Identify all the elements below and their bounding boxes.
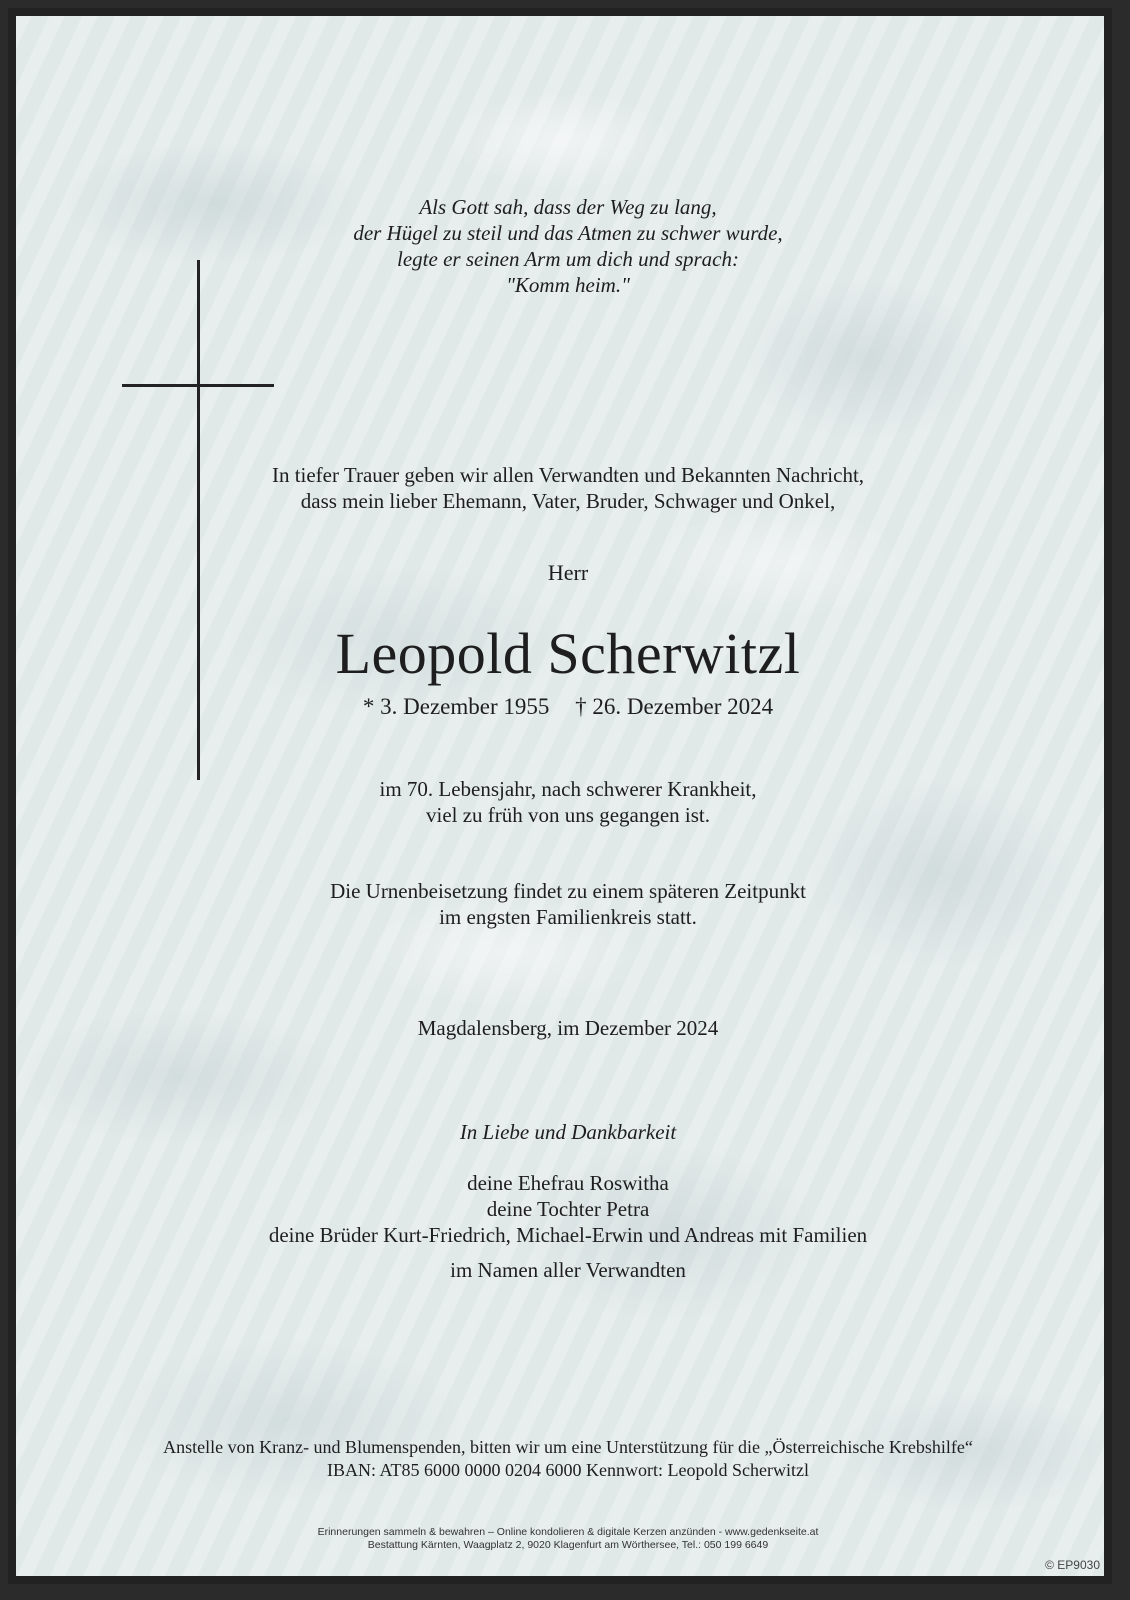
love-thanks: In Liebe und Dankbarkeit	[459, 1120, 677, 1144]
verse-line: "Komm heim."	[506, 273, 630, 297]
death-date: † 26. Dezember 2024	[575, 694, 774, 719]
urn-line: im engsten Familienkreis statt.	[439, 905, 697, 929]
place-date: Magdalensberg, im Dezember 2024	[417, 1016, 719, 1040]
intro-line: dass mein lieber Ehemann, Vater, Bruder, Schwager und Onkel,	[300, 489, 836, 513]
birth-date: * 3. Dezember 1955	[362, 694, 550, 719]
verse	[16, 194, 1120, 298]
family-member: deine Ehefrau Roswitha	[467, 1171, 669, 1195]
iban-line: IBAN: AT85 6000 0000 0204 6000 Kennwort: Leopold Scherwitzl	[327, 1460, 809, 1480]
verse-line: legte er seinen Arm um dich und sprach:	[397, 247, 739, 271]
family-member: deine Tochter Petra	[486, 1197, 650, 1221]
verse-line: der Hügel zu steil und das Atmen zu schwer wurde,	[353, 221, 783, 245]
urn-burial-text	[16, 878, 1120, 930]
footer	[16, 1526, 1120, 1552]
age-line: im 70. Lebensjahr, nach schwerer Krankheit,	[379, 777, 757, 801]
deceased-name: Leopold Scherwitzl	[335, 621, 801, 686]
cross-icon-horizontal	[122, 384, 274, 387]
salutation: Herr	[547, 560, 589, 585]
relatives-line: im Namen aller Verwandten	[450, 1258, 686, 1282]
verse-line: Als Gott sah, dass der Weg zu lang,	[419, 195, 717, 219]
obituary-card	[8, 8, 1112, 1584]
announcement-intro	[16, 462, 1120, 514]
life-dates	[16, 694, 1120, 720]
age-line: viel zu früh von uns gegangen ist.	[425, 803, 711, 827]
age-text	[16, 776, 1120, 828]
family-member: deine Brüder Kurt-Friedrich, Michael-Erwin und Andreas mit Familien	[268, 1223, 868, 1247]
donation-line: Anstelle von Kranz- und Blumenspenden, bitten wir um eine Unterstützung für die „Österreichische Krebshilfe“	[163, 1437, 973, 1457]
urn-line: Die Urnenbeisetzung findet zu einem späteren Zeitpunkt	[330, 879, 806, 903]
footer-line: Erinnerungen sammeln & bewahren – Online kondolieren & digitale Kerzen anzünden - www.gedenkseite.at	[317, 1526, 819, 1538]
donation-notice	[16, 1436, 1120, 1482]
copyright-mark: © EP9030	[1045, 1558, 1100, 1572]
intro-line: In tiefer Trauer geben wir allen Verwandten und Bekannten Nachricht,	[271, 463, 865, 487]
footer-line: Bestattung Kärnten, Waagplatz 2, 9020 Klagenfurt am Wörthersee, Tel.: 050 199 6649	[367, 1539, 769, 1551]
family-list	[16, 1170, 1120, 1248]
